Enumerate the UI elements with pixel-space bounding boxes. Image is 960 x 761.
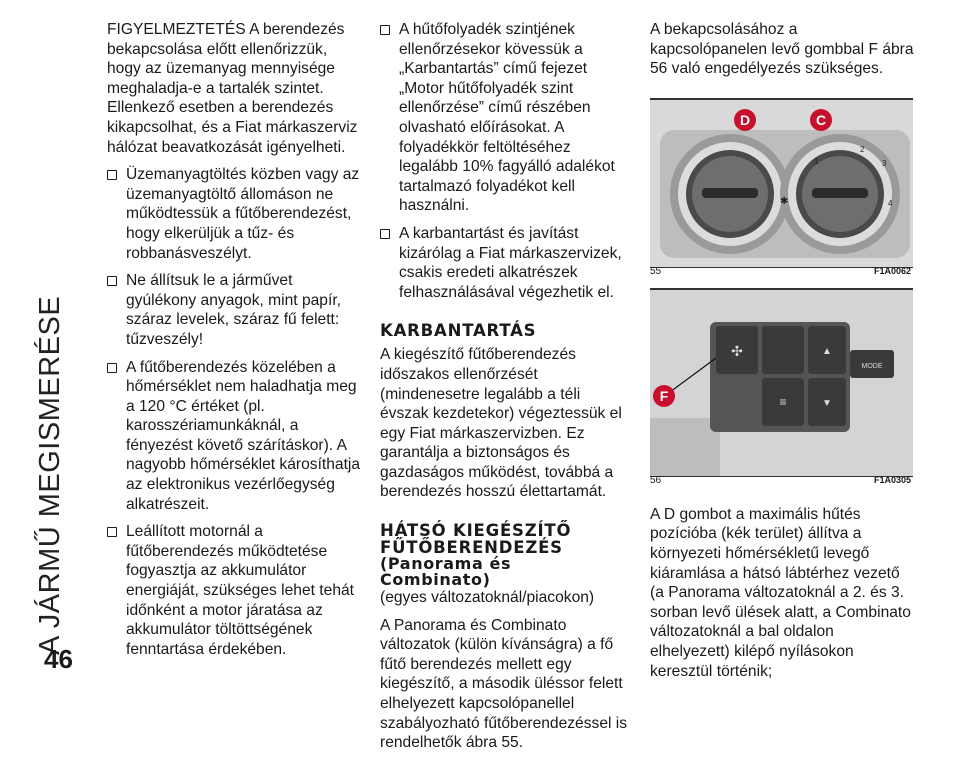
- activation-paragraph: A bekapcsolásához a kapcsolópanelen levő gombbal F ábra 56 való engedélyezés szükséges.: [650, 21, 914, 78]
- svg-text:4: 4: [888, 198, 893, 208]
- temperature-dial: [670, 134, 790, 254]
- heading-rear-heater: HÁTSÓ KIEGÉSZÍTŐ FŰTŐBERENDEZÉS: [380, 521, 572, 558]
- column-3: [650, 20, 915, 689]
- dial-d-paragraph: A D gombot a maximális hűtés pozícióba (kék terület) állítva a környezeti hőmérsékletű levegő kiáramlása a hátsó lábtérhez vezető (a Panorama változatoknál a 2. és 3. sorban levő ülések alatt, a Combinato változatoknál a bal oldalon elhelyezett) kilépő nyílásokon keresztül történik;: [650, 505, 911, 680]
- defrost-icon: ≡: [779, 394, 787, 409]
- fan-icon: ✣: [731, 342, 743, 359]
- svg-text:F: F: [659, 387, 669, 404]
- figure-56-switch-panel: [650, 288, 913, 493]
- heading-rear-heater-sub: (Panorama és Combinato): [380, 554, 512, 590]
- side-chapter-title: A JÁRMŰ MEGISMERÉSE: [34, 295, 66, 655]
- figure-55-dials: [650, 98, 913, 284]
- checkbox-bullet-icon: [380, 25, 390, 35]
- checkbox-bullet-icon: [107, 363, 117, 373]
- svg-text:C: C: [815, 111, 827, 128]
- rear-heater-paragraph: A Panorama és Combinato változatok (külön kívánságra) a fő fűtő berendezés mellett egy kiegészítő, a második üléssor felett elhelyezett kapcsolópanellel szabályozható fűtőberendezéssel is rendelhetők ábra 55.: [380, 616, 628, 752]
- figure-code: F1A0062: [873, 266, 911, 277]
- svg-text:3: 3: [882, 158, 887, 168]
- column-1: [107, 20, 362, 667]
- fan-speed-dial: [780, 134, 900, 254]
- bullet-item: Ne állítsuk le a járművet gyúlékony anyagok, mint papír, száraz levelek, száraz fű felett: tűzveszély!: [107, 271, 362, 349]
- bullet-item: Leállított motornál a fűtőberendezés működtetése fogyasztja az akkumulátor energiáját, szükséges lehet tehát időnként a motor járatása az akkumulátor töltöttségének fenntartása érdekében.: [107, 522, 362, 659]
- checkbox-bullet-icon: [380, 229, 390, 239]
- svg-text:1: 1: [814, 156, 819, 166]
- checkbox-bullet-icon: [107, 170, 117, 180]
- svg-text:D: D: [739, 111, 751, 128]
- callout-d: [734, 109, 756, 131]
- bullet-item: A hűtőfolyadék szintjének ellenőrzésekor kövessük a „Karbantartás” című fejezet „Motor hűtőfolyadék szint ellenőrzése” című részében olvasható előírásokat. A folyadékkör feltöltéséhez legalább 10% fagyálló adalékot tartalmazó folyadékot kell használni.: [380, 20, 630, 216]
- bullet-item: A fűtőberendezés közelében a hőmérséklet nem haladhatja meg a 120 °C értéket (pl. karosszériamunkáknál, a fényezést követő szárításkor). A nagyobb hőmérséklet károsíthatja az elektronikus vezérlőegység alkatrészeit.: [107, 358, 362, 515]
- bullet-item: Üzemanyagtöltés közben vagy az üzemanyagtöltő állomáson ne működtessük a fűtőberendezést, hogy elkerüljük a tűz- és robbanásveszélyt.: [107, 165, 362, 263]
- callout-c: [810, 109, 832, 131]
- figure-code: F1A0305: [873, 475, 911, 486]
- checkbox-bullet-icon: [107, 276, 117, 286]
- figure-number: 56: [650, 475, 662, 487]
- switch-panel-illustration: [650, 288, 913, 476]
- callout-f: [653, 385, 675, 407]
- light-up-icon: ▲: [822, 345, 832, 357]
- svg-text:2: 2: [860, 144, 865, 154]
- checkbox-bullet-icon: [107, 527, 117, 537]
- heading-maintenance: KARBANTARTÁS: [380, 321, 537, 341]
- variant-note: (egyes változatoknál/piacokon): [380, 589, 595, 607]
- light-down-icon: ▼: [822, 397, 832, 409]
- heat-plus-icon: ✱: [780, 195, 789, 207]
- dials-illustration: [650, 98, 913, 268]
- figure-number: 55: [650, 266, 662, 278]
- warning-paragraph: FIGYELMEZTETÉS A berendezés bekapcsolása előtt ellenőrizzük, hogy az üzemanyag mennyisége meghaladja-e a tartalék szintet. Ellenkező esetben a berendezés kikapcsolhat, és a Fiat márkaszerviz hálózat beavatkozását igényelheti.: [107, 21, 358, 156]
- page-number: 46: [44, 644, 73, 674]
- bullet-item: A karbantartást és javítást kizárólag a Fiat márkaszervizek, csakis eredeti alkatrészek felhasználásával végezhetik el.: [380, 224, 630, 302]
- maintenance-paragraph: A kiegészítő fűtőberendezés időszakos ellenőrzését (mindenesetre legalább a téli évszak kezdetekor) végeztessük el egy Fiat márkaszervizben. Ez garantálja a biztonságos és gazdaságos működést, továbbá a berendezés hosszú élettartamát.: [380, 346, 622, 501]
- column-2: [380, 20, 630, 761]
- svg-text:MODE: MODE: [861, 362, 883, 370]
